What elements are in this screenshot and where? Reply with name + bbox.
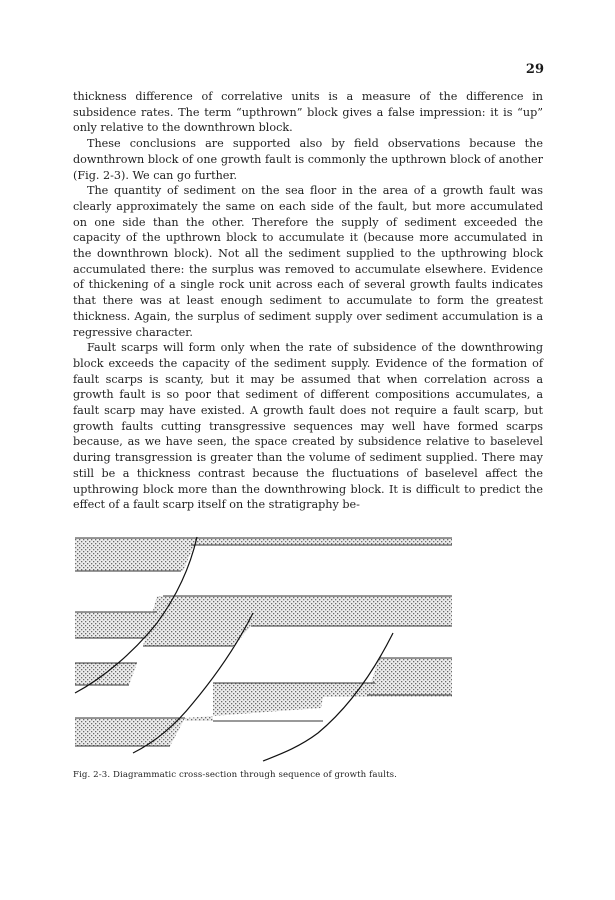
cross-section-diagram	[73, 533, 458, 765]
page-number: 29	[525, 62, 544, 77]
figure-caption: Fig. 2-3. Diagrammatic cross-section through sequence of growth faults.	[73, 770, 397, 780]
figure-growth-faults	[73, 533, 458, 765]
stippled-bed-b2	[143, 596, 452, 646]
paragraph-2: These conclusions are supported also by field observations because the downthrown block of one growth fault is commonly the upthrown block of another (Fig. 2-3). We can go further.	[73, 137, 543, 182]
stippled-bed-a2	[75, 612, 157, 638]
stippled-bed-a3	[75, 663, 137, 685]
paragraph-4: Fault scarps will form only when the rate of subsidence of the downthrowing block exceeds the capacity of the sediment supply. Evidence of the formation of fault scarps is scanty, but it may be assumed that when correlation across a growth fault is so poor that sediment of different compositions accumulates, a fault scarp may have existed. A growth fault does not require a fault scarp, but growth faults cutting transgressive sequences may well have formed scarps because, as we have seen, the space created by subsidence relative to baselevel during transgression is greater than the volume of sediment supplied. There may still be a thickness contrast because the fluctuations of baselevel affect the upthrowing block more than the downthrowing block. It is difficult to predict the effect of a fault scarp itself on the stratigraphy be-	[73, 341, 543, 512]
paragraph-1: thickness difference of correlative units is a measure of the difference in subsidence rates. The term “upthrown” block gives a false impression: it is “up” only relative to the downthrown block.	[73, 90, 543, 135]
stippled-bed-a4	[75, 718, 185, 746]
stippled-bed-b1	[194, 538, 452, 545]
stippled-bed-c1	[367, 658, 452, 695]
stippled-bed-a1	[75, 538, 197, 571]
body-text	[73, 89, 543, 513]
paragraph-3: The quantity of sediment on the sea floor in the area of a growth fault was clearly approximately the same on each side of the fault, but more accumulated on one side than the other. Therefore the supply of sediment exceeded the capacity of the upthrown block to accumulate it (because more accumulated in the downthrown block). Not all the sediment supplied to the upthrowing block accumulated there: the surplus was removed to accumulate elsewhere. Evidence of thickening of a single rock unit across each of several growth faults indicates that there was at least enough sediment to accumulate to form the greatest thickness. Again, the surplus of sediment supply over sediment accumulation is a regressive character.	[73, 184, 543, 339]
